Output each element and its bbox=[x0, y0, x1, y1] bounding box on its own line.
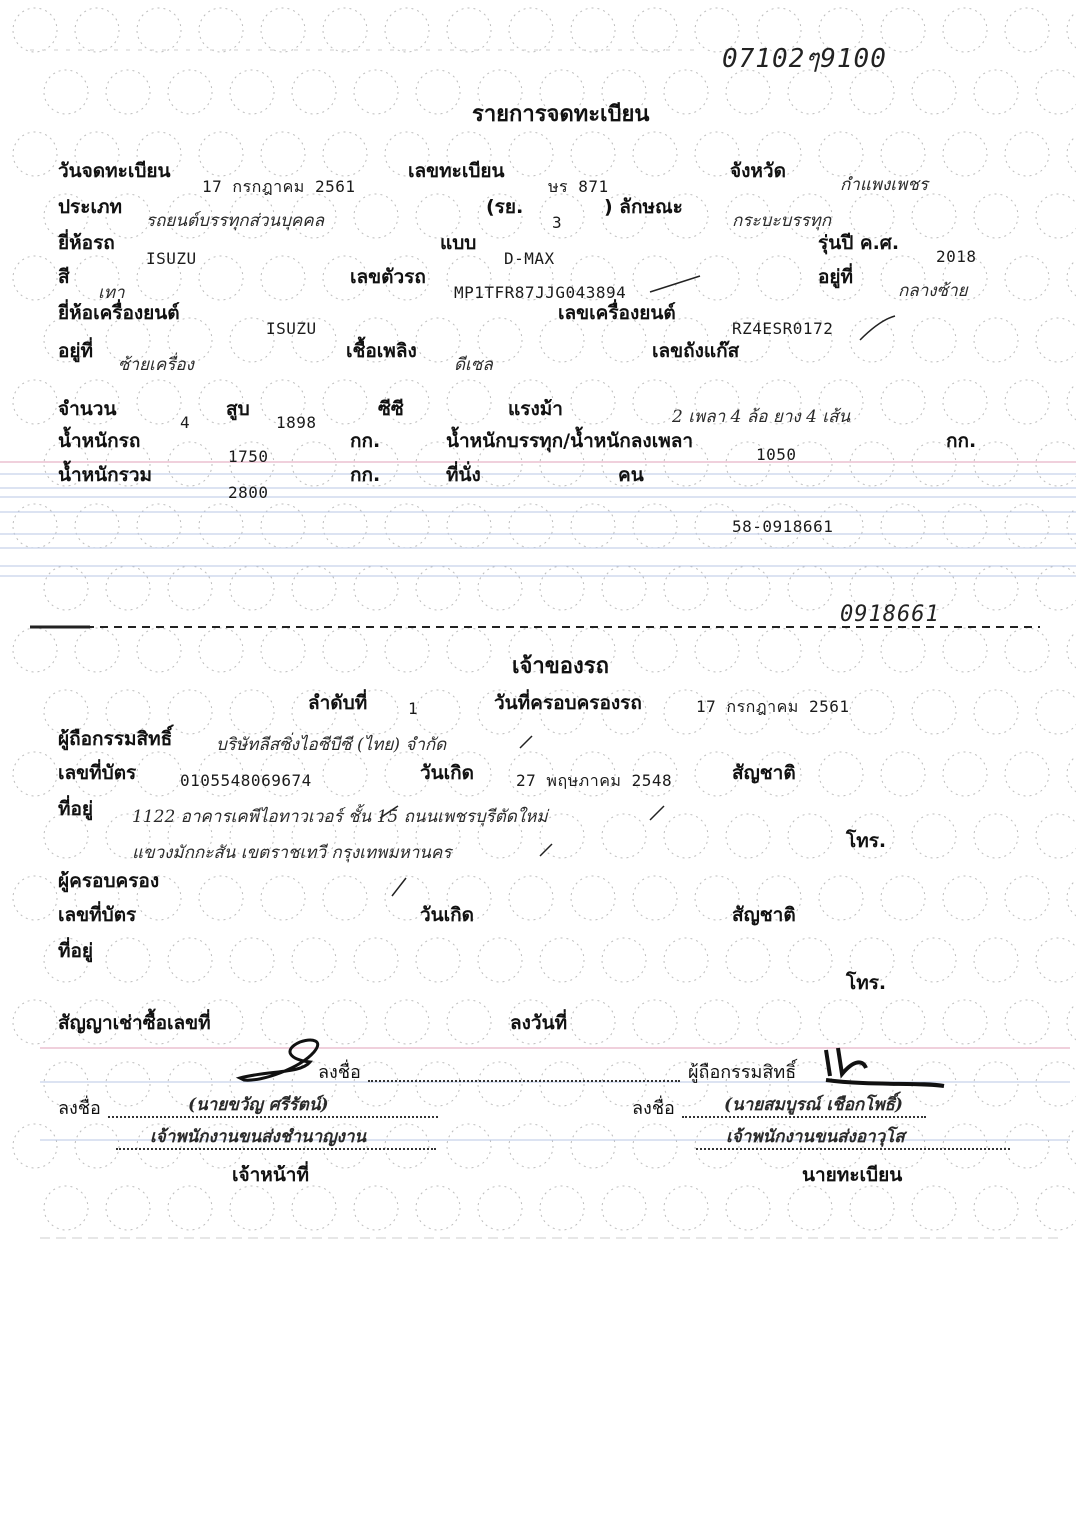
seq-value: 1 bbox=[408, 699, 419, 718]
gross-weight-label: น้ำหนักรวม bbox=[58, 464, 153, 486]
left-position-dotted-line bbox=[116, 1148, 436, 1150]
possessor-phone-label: โทร. bbox=[846, 972, 887, 994]
type-label: ประเภท bbox=[58, 196, 123, 218]
owner-signature bbox=[826, 1048, 944, 1086]
holder-sign-label: ผู้ถือกรรมสิทธิ์ bbox=[688, 1062, 797, 1083]
official-signature bbox=[240, 1040, 318, 1080]
hp-label: แรงม้า bbox=[508, 398, 563, 420]
province-value: กำแพงเพชร bbox=[840, 175, 928, 195]
province-label: จังหวัด bbox=[730, 160, 786, 182]
sign-date-label: ลงวันที่ bbox=[510, 1012, 568, 1034]
gas-tank-label: เลขถังแก๊ส bbox=[652, 340, 740, 362]
engine-no-value: RZ4ESR0172 bbox=[732, 319, 834, 338]
owner-section-title: เจ้าของรถ bbox=[512, 654, 609, 679]
phone-label: โทร. bbox=[846, 830, 887, 852]
serial-number: 58-0918661 bbox=[732, 517, 834, 536]
ry-value: 3 bbox=[552, 213, 563, 232]
page-title: รายการจดทะเบียน bbox=[472, 102, 650, 127]
cylinders-value: 4 bbox=[180, 413, 191, 432]
chassis-location-value: กลางซ้าย bbox=[898, 281, 968, 301]
cc-value: 1898 bbox=[276, 413, 317, 432]
left-signer-role: เจ้าหน้าที่ bbox=[232, 1164, 310, 1186]
engine-location-label: อยู่ที่ bbox=[58, 340, 94, 362]
character-label: ) ลักษณะ bbox=[604, 196, 683, 218]
possess-date-value: 17 กรกฎาคม 2561 bbox=[696, 697, 850, 716]
tick-mark bbox=[650, 276, 700, 292]
birth-label: วันเกิด bbox=[420, 762, 474, 784]
handwritten-document-number: 07102ๆ9100 bbox=[722, 44, 887, 74]
possessor-id-label: เลขที่บัตร bbox=[58, 904, 137, 926]
serial-number-handwritten: 0918661 bbox=[840, 602, 940, 627]
address-line-2: แขวงมักกะสัน เขตราชเทวี กรุงเทพมหานคร bbox=[132, 843, 452, 863]
engine-location-value: ซ้ายเครื่อง bbox=[118, 355, 194, 375]
address-label: ที่อยู่ bbox=[58, 798, 94, 820]
engine-no-label: เลขเครื่องยนต์ bbox=[558, 302, 676, 324]
id-label: เลขที่บัตร bbox=[58, 762, 137, 784]
right-signer-position: เจ้าพนักงานขนส่งอาวุโส bbox=[726, 1127, 905, 1147]
brand-label: ยี่ห้อรถ bbox=[58, 232, 115, 254]
kg-unit: กก. bbox=[350, 430, 381, 452]
possessor-label: ผู้ครอบครอง bbox=[58, 870, 160, 892]
sign-label: ลงชื่อ bbox=[318, 1062, 361, 1083]
plate-label: เลขทะเบียน bbox=[408, 160, 505, 182]
chassis-location-label: อยู่ที่ bbox=[818, 266, 854, 288]
model-value: D-MAX bbox=[504, 249, 555, 268]
weight-label: น้ำหนักรถ bbox=[58, 430, 141, 452]
chassis-value: MP1TFR87JJG043894 bbox=[454, 283, 627, 302]
right-signer-role: นายทะเบียน bbox=[802, 1164, 903, 1186]
model-year-value: 2018 bbox=[936, 247, 977, 266]
right-position-dotted-line bbox=[696, 1148, 1010, 1150]
weight-value: 1750 bbox=[228, 447, 269, 466]
kg-unit: กก. bbox=[946, 430, 977, 452]
gross-weight-value: 2800 bbox=[228, 483, 269, 502]
axles-value: 2 เพลา 4 ล้อ ยาง 4 เส้น bbox=[672, 407, 851, 427]
left-signer-position: เจ้าพนักงานขนส่งชำนาญงาน bbox=[150, 1127, 367, 1147]
seats-unit: คน bbox=[618, 464, 644, 486]
type-value: รถยนต์บรรทุกส่วนบุคคล bbox=[146, 211, 325, 231]
possessor-nationality-label: สัญชาติ bbox=[732, 904, 796, 926]
engine-brand-value: ISUZU bbox=[266, 319, 317, 338]
birth-value: 27 พฤษภาคม 2548 bbox=[516, 771, 673, 790]
plate-value: ษร 871 bbox=[548, 177, 609, 196]
ry-label-open: (รย. bbox=[486, 196, 524, 218]
fuel-value: ดีเซล bbox=[454, 355, 493, 375]
address-line-1: 1122 อาคารเคพีไอทาวเวอร์ ชั้น 15 ถนนเพชรบุรีตัดใหม่ bbox=[132, 807, 548, 827]
load-label: น้ำหนักบรรทุก/น้ำหนักลงเพลา bbox=[446, 430, 694, 452]
left-sign-dotted-line bbox=[108, 1116, 438, 1118]
right-sign-label: ลงชื่อ bbox=[632, 1098, 675, 1119]
left-sign-label: ลงชื่อ bbox=[58, 1098, 101, 1119]
id-value: 0105548069674 bbox=[180, 771, 312, 790]
nationality-label: สัญชาติ bbox=[732, 762, 796, 784]
model-label: แบบ bbox=[440, 232, 477, 254]
possessor-address-label: ที่อยู่ bbox=[58, 940, 94, 962]
brand-value: ISUZU bbox=[146, 249, 197, 268]
load-value: 1050 bbox=[756, 445, 797, 464]
sign-dotted-line bbox=[368, 1080, 680, 1082]
contract-label: สัญญาเช่าซื้อเลขที่ bbox=[58, 1012, 211, 1034]
right-signer-name: (นายสมบูรณ์ เชือกโพธิ์) bbox=[724, 1095, 903, 1115]
reg-date-value: 17 กรกฎาคม 2561 bbox=[202, 177, 356, 196]
color-value: เทา bbox=[98, 283, 125, 303]
left-signer-name: (นายขวัญ ศรีรัตน์) bbox=[188, 1095, 329, 1115]
possessor-birth-label: วันเกิด bbox=[420, 904, 474, 926]
cylinder-label: สูบ bbox=[226, 398, 250, 420]
cc-label: ซีซี bbox=[378, 398, 404, 420]
holder-value: บริษัทลีสซิ่งไอซีบีซี (ไทย) จำกัด bbox=[216, 735, 447, 755]
count-label: จำนวน bbox=[58, 398, 117, 420]
engine-brand-label: ยี่ห้อเครื่องยนต์ bbox=[58, 302, 180, 324]
kg-unit: กก. bbox=[350, 464, 381, 486]
reg-date-label: วันจดทะเบียน bbox=[58, 160, 171, 182]
right-sign-dotted-line bbox=[682, 1116, 926, 1118]
seq-label: ลำดับที่ bbox=[308, 692, 368, 714]
holder-label: ผู้ถือกรรมสิทธิ์ bbox=[58, 728, 173, 750]
character-value: กระบะบรรทุก bbox=[732, 211, 832, 231]
chassis-label: เลขตัวรถ bbox=[350, 266, 426, 288]
model-year-label: รุ่นปี ค.ศ. bbox=[818, 232, 900, 254]
seats-label: ที่นั่ง bbox=[446, 464, 481, 486]
fuel-label: เชื้อเพลิง bbox=[346, 340, 417, 362]
possess-date-label: วันที่ครอบครองรถ bbox=[494, 692, 642, 714]
color-label: สี bbox=[58, 266, 70, 288]
